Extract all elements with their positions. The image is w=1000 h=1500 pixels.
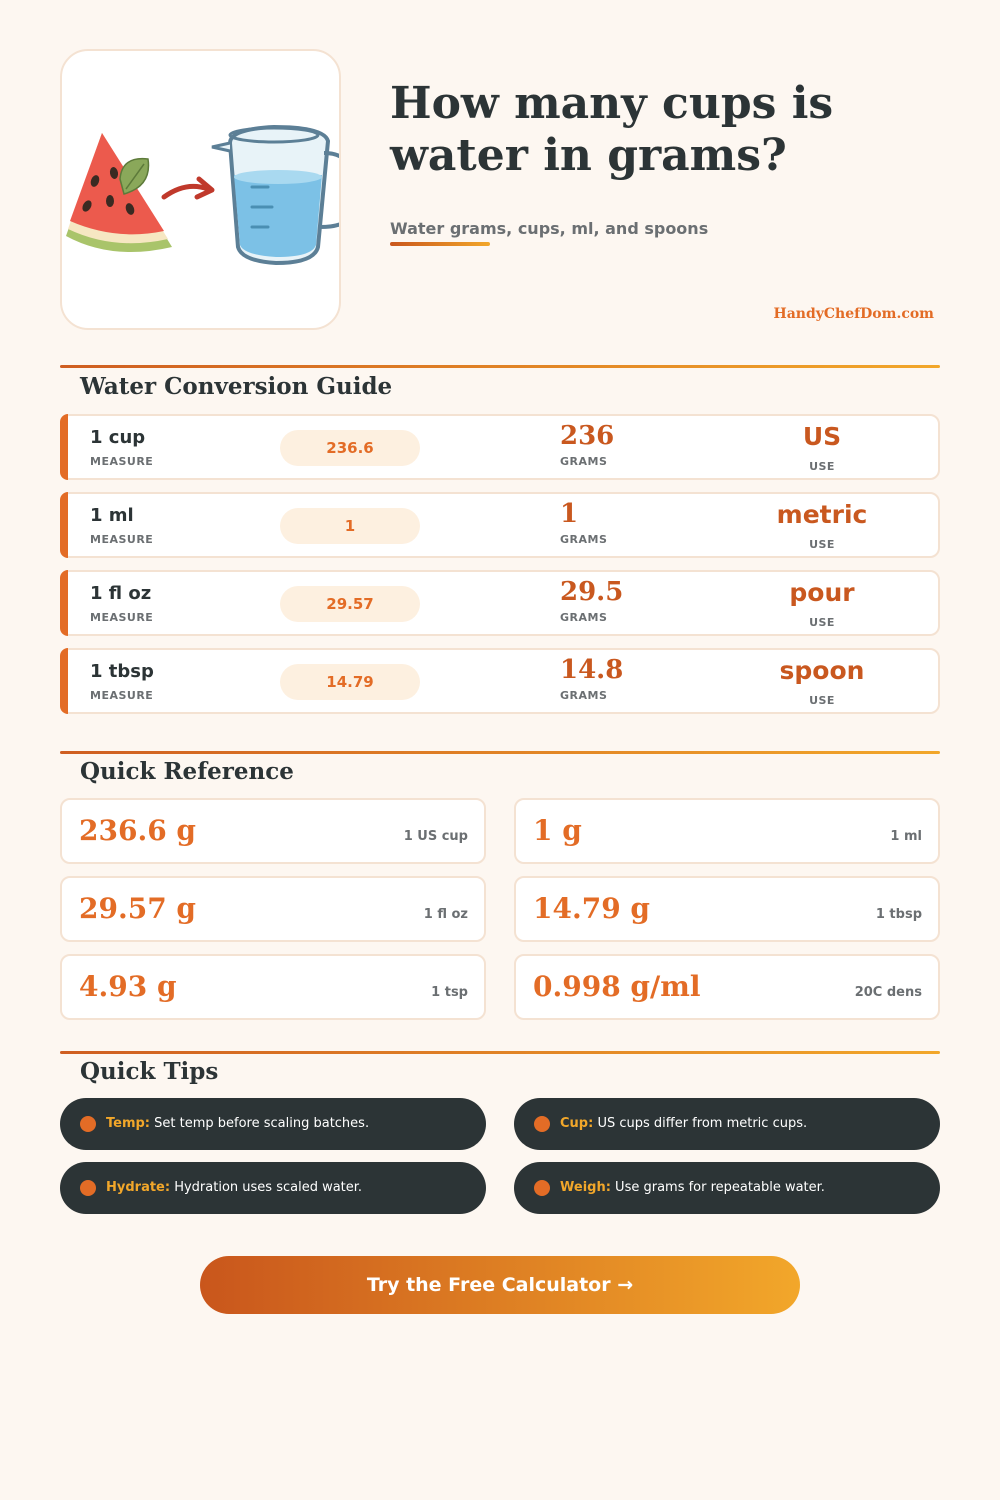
quick-reference-title: Quick Reference <box>80 758 294 785</box>
measure-label: MEASURE <box>90 689 154 702</box>
reference-label: 20C dens <box>854 985 922 1000</box>
conversion-measure: 1 fl oz <box>90 583 152 604</box>
reference-label: 1 fl oz <box>423 907 468 922</box>
tip-text <box>560 1116 807 1131</box>
conversion-grams: 236 <box>560 421 615 451</box>
reference-value: 29.57 g <box>79 892 197 925</box>
reference-card <box>60 954 486 1020</box>
tip-bullet-icon <box>534 1116 550 1132</box>
tip-pill <box>60 1098 486 1150</box>
use-label: USE <box>809 460 835 473</box>
reference-label: 1 US cup <box>403 829 468 844</box>
conversion-use: pour <box>789 578 855 607</box>
use-label: USE <box>809 694 835 707</box>
tip-key: Temp: <box>106 1116 151 1131</box>
grams-label: GRAMS <box>560 611 608 624</box>
tip-body: Set temp before scaling batches. <box>150 1116 370 1131</box>
tip-key: Weigh: <box>560 1180 611 1195</box>
section-divider <box>60 751 940 754</box>
measure-label: MEASURE <box>90 611 154 624</box>
use-label: USE <box>809 538 835 551</box>
tip-bullet-icon <box>80 1116 96 1132</box>
reference-card <box>514 954 940 1020</box>
subtitle-underline <box>390 242 490 246</box>
measuring-cup-icon <box>212 127 341 263</box>
tip-body: Use grams for repeatable water. <box>610 1180 825 1195</box>
reference-card <box>514 798 940 864</box>
reference-card <box>60 876 486 942</box>
reference-value: 4.93 g <box>79 970 177 1003</box>
tip-bullet-icon <box>534 1180 550 1196</box>
grams-label: GRAMS <box>560 533 608 546</box>
tip-bullet-icon <box>80 1180 96 1196</box>
measure-label: MEASURE <box>90 533 154 546</box>
tip-key: Cup: <box>560 1116 594 1131</box>
grams-label: GRAMS <box>560 455 608 468</box>
reference-value: 0.998 g/ml <box>533 970 701 1003</box>
section-divider <box>60 365 940 368</box>
tip-body: US cups differ from metric cups. <box>593 1116 808 1131</box>
brand-link[interactable]: HandyChefDom.com <box>773 306 934 322</box>
conversion-row <box>60 648 940 714</box>
hero-illustration <box>60 49 341 330</box>
conversion-guide-title: Water Conversion Guide <box>80 373 393 400</box>
measure-label: MEASURE <box>90 455 154 468</box>
page-subtitle: Water grams, cups, ml, and spoons <box>390 219 709 238</box>
conversion-exact-badge: 236.6 <box>280 430 420 466</box>
arrow-icon <box>164 179 212 197</box>
tip-text <box>560 1180 825 1195</box>
tip-pill <box>60 1162 486 1214</box>
conversion-measure: 1 tbsp <box>90 661 154 682</box>
tip-text <box>106 1116 369 1131</box>
conversion-use: US <box>802 422 842 451</box>
tip-body: Hydration uses scaled water. <box>170 1180 363 1195</box>
conversion-use: spoon <box>779 656 865 685</box>
use-label: USE <box>809 616 835 629</box>
conversion-exact-badge: 29.57 <box>280 586 420 622</box>
conversion-grams: 29.5 <box>560 577 624 607</box>
tip-pill <box>514 1098 940 1150</box>
conversion-exact-badge: 14.79 <box>280 664 420 700</box>
conversion-grams: 1 <box>560 499 579 529</box>
conversion-row <box>60 570 940 636</box>
reference-value: 14.79 g <box>533 892 651 925</box>
reference-label: 1 ml <box>890 829 922 844</box>
quick-tips-title: Quick Tips <box>80 1058 219 1085</box>
conversion-row <box>60 414 940 480</box>
conversion-measure: 1 ml <box>90 505 134 526</box>
conversion-measure: 1 cup <box>90 427 146 448</box>
tip-pill <box>514 1162 940 1214</box>
conversion-use: metric <box>776 500 868 529</box>
reference-label: 1 tbsp <box>875 907 922 922</box>
watermelon-icon <box>66 133 172 252</box>
section-divider <box>60 1051 940 1054</box>
reference-value: 236.6 g <box>79 814 197 847</box>
page-title: How many cups is water in grams? <box>390 78 834 181</box>
reference-card <box>514 876 940 942</box>
conversion-row <box>60 492 940 558</box>
conversion-exact-badge: 1 <box>280 508 420 544</box>
tip-text <box>106 1180 362 1195</box>
tip-key: Hydrate: <box>106 1180 171 1195</box>
reference-label: 1 tsp <box>431 985 468 1000</box>
free-calculator-button[interactable]: Try the Free Calculator → <box>200 1256 800 1314</box>
reference-value: 1 g <box>533 814 582 847</box>
conversion-grams: 14.8 <box>560 655 624 685</box>
grams-label: GRAMS <box>560 689 608 702</box>
reference-card <box>60 798 486 864</box>
